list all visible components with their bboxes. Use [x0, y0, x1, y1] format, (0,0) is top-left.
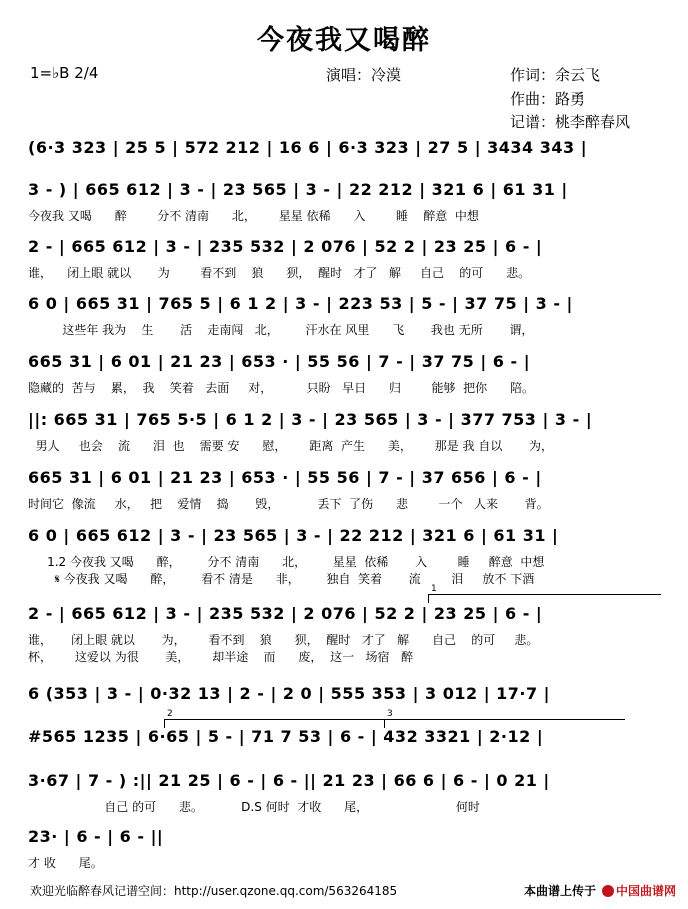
- footer-upload-label: 本曲谱上传于: [523, 884, 596, 898]
- lyric-line: 今夜我 又喝 醉 分不 清南 北， 星星 依稀 入 睡 醉意 中想: [28, 209, 479, 223]
- notation-line: 2 - | 665 612 | 3 - | 235 532 | 2 076 | 52 2 | 23 25 | 6 - |: [28, 604, 543, 623]
- notation-line: 23· | 6 - | 6 - ||: [28, 827, 164, 846]
- notation-line: ||: 665 31 | 765 5·5 | 6 1 2 | 3 - | 23 565 | 3 - | 377 753 | 3 - |: [28, 410, 593, 429]
- lyric-line: 这些年 我为 生 活 走南闯 北， 汗水在 风里 飞 我也 无所 谓，: [28, 323, 534, 337]
- footer-brand: 中国曲谱网: [615, 884, 676, 898]
- site-logo-icon: [602, 885, 614, 897]
- lyric-line: 谁， 闭上眼 就以 为 看不到 狼 狈， 醒时 才了 解 自己 的可 悲。: [28, 266, 531, 280]
- lyric-line: 杯， 这爱以 为很 美， 却半途 而 废， 这一 场宿 醉: [28, 650, 413, 664]
- footer-upload: [524, 882, 676, 899]
- singer-credit: 演唱：冷漠: [326, 66, 402, 84]
- lyric-line: 男人 也会 流 泪 也 需要 安 慰， 距离 产生 美， 那是 我 自以 为，: [28, 439, 554, 453]
- notation-line: 2 - | 665 612 | 3 - | 235 532 | 2 076 | 52 2 | 23 25 | 6 - |: [28, 237, 543, 256]
- notation-line: 3 - ) | 665 612 | 3 - | 23 565 | 3 - | 22 212 | 321 6 | 61 31 |: [28, 180, 568, 199]
- lyric-line: 𝄋 今夜我 又喝 醉， 看不 清是 非， 独自 笑着 流 泪 放不 下酒: [28, 572, 535, 586]
- composer-credit: 作曲：路勇: [510, 90, 586, 108]
- notation-line: 6 0 | 665 612 | 3 - | 23 565 | 3 - | 22 212 | 321 6 | 61 31 |: [28, 526, 559, 545]
- lyric-line: 自己 的可 悲。 D.S 何时 才收 尾， 何时: [28, 800, 480, 814]
- notation-line: 665 31 | 6 01 | 21 23 | 653 · | 55 56 | 7 - | 37 656 | 6 - |: [28, 468, 542, 487]
- lyric-line: 谁， 闭上眼 就以 为， 看不到 狼 狈， 醒时 才了 解 自己 的可 悲。: [28, 633, 539, 647]
- lyric-line: 时间它 像流 水， 把 爱情 捣 毁， 丢下 了伤 悲 一个 人来 背。: [28, 497, 549, 511]
- song-title: 今夜我又喝醉: [257, 25, 431, 56]
- footer-credit: 欢迎光临醉春风记谱空间：http://user.qzone.qq.com/563264185: [30, 884, 398, 898]
- notation-line: 665 31 | 6 01 | 21 23 | 653 · | 55 56 | 7 - | 37 75 | 6 - |: [28, 352, 531, 371]
- lyric-line: 1.2 今夜我 又喝 醉， 分不 清南 北， 星星 依稀 入 睡 醉意 中想: [28, 555, 545, 569]
- transcriber-credit: 记谱：桃李醉春风: [510, 113, 631, 131]
- notation-line: 3·67 | 7 - ) :|| 21 25 | 6 - | 6 - || 21 23 | 66 6 | 6 - | 0 21 |: [28, 771, 550, 790]
- volta-bracket: 3: [384, 719, 625, 728]
- notation-line: 6 0 | 665 31 | 765 5 | 6 1 2 | 3 - | 223 53 | 5 - | 37 75 | 3 - |: [28, 294, 573, 313]
- lyric-line: 才 收 尾。: [28, 856, 103, 870]
- volta-bracket: 1: [428, 594, 661, 603]
- notation-line: (6·3 323 | 25 5 | 572 212 | 16 6 | 6·3 323 | 27 5 | 3434 343 |: [28, 138, 588, 157]
- key-signature: 1=♭B 2/4: [30, 64, 99, 82]
- notation-line: #565 1235 | 6·65 | 5 - | 71 7 53 | 6 - | 432 3321 | 2·12 |: [28, 727, 544, 746]
- lyricist-credit: 作词：余云飞: [510, 66, 601, 84]
- volta-bracket: 2: [164, 719, 385, 728]
- notation-line: 6 (353 | 3 - | 0·32 13 | 2 - | 2 0 | 555 353 | 3 012 | 17·7 |: [28, 684, 550, 703]
- lyric-line: 隐藏的 苦与 累， 我 笑着 去面 对， 只盼 早日 归 能够 把你 陪。: [28, 381, 534, 395]
